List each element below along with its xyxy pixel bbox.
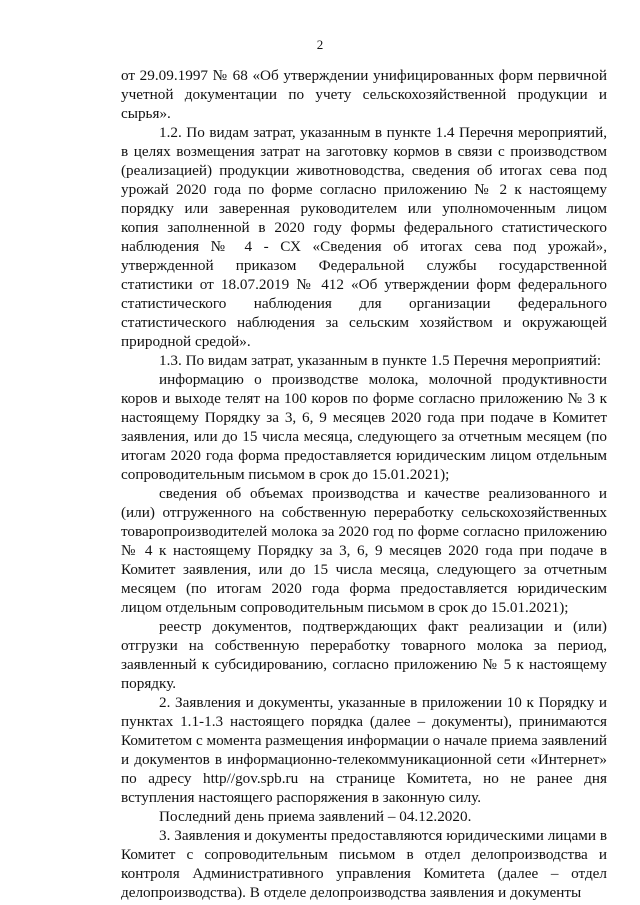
- paragraph-3: 3. Заявления и документы предоставляются юридическими лицами в Комитет с сопроводительным письмом в отдел делопроизводства и контроля Административного управления Комитета (далее – отдел делопроизводства). В отделе делопроизводства заявления и документы: [121, 827, 607, 901]
- document-body: [121, 66, 607, 902]
- paragraph-1-2: 1.2. По видам затрат, указанным в пункте 1.4 Перечня мероприятий, в целях возмещения затрат на заготовку кормов в связи с производством (реализацией) продукции животноводства, сведения об итогах сева под урожай 2020 года по форме согласно приложению № 2 к настоящему порядку или заверенная руководителем или уполномоченным лицом копия заполненной в 2020 году формы федерального статистического наблюдения № 4 - СХ «Сведения об итогах сева под урожай», утвержденной приказом Федеральной службы государственной статистики от 18.07.2019 № 412 «Об утверждении форм федерального статистического наблюдения для организации федерального статистического наблюдения за сельским хозяйством и окружающей природной средой».: [121, 124, 607, 350]
- paragraph-last-day: Последний день приема заявлений – 04.12.2020.: [159, 808, 472, 825]
- page-number: 2: [316, 37, 324, 52]
- paragraph-order-reference: от 29.09.1997 № 68 «Об утверждении унифицированных форм первичной учетной документации по учету сельскохозяйственной продукции и сырья».: [121, 67, 607, 122]
- paragraph-milk-production: информацию о производстве молока, молочной продуктивности коров и выходе телят на 100 коров по форме согласно приложению № 3 к настоящему Порядку за 3, 6, 9 месяцев 2020 года при подаче в Комитет заявления, или до 15 числа месяца, следующего за отчетным месяцем (по итогам 2020 года форма предоставляется юридическим лицом отдельным сопроводительным письмом в срок до 15.01.2021);: [121, 371, 607, 483]
- paragraph-2: 2. Заявления и документы, указанные в приложении 10 к Порядку и пунктах 1.1-1.3 настоящего порядка (далее – документы), принимаются Комитетом с момента размещения информации о начале приема заявлений и документов в информационно-телекоммуникационной сети «Интернет» по адресу http//gov.spb.ru на странице Комитета, но не ранее дня вступления настоящего распоряжения в законную силу.: [121, 694, 607, 806]
- paragraph-1-3: 1.3. По видам затрат, указанным в пункте 1.5 Перечня мероприятий:: [159, 352, 602, 369]
- paragraph-milk-volume: сведения об объемах производства и качестве реализованного и (или) отгруженного на собственную переработку сельскохозяйственных товаропроизводителей молока за 2020 год по форме согласно приложению № 4 к настоящему Порядку за 3, 6, 9 месяцев 2020 года при подаче в Комитет заявления, или до 15 числа месяца, следующего за отчетным месяцем (по итогам 2020 года форма предоставляется юридическим лицом отдельным сопроводительным письмом в срок до 15.01.2021);: [121, 485, 607, 616]
- paragraph-document-registry: реестр документов, подтверждающих факт реализации и (или) отгрузки на собственную переработку товарного молока за период, заявленный к субсидированию, согласно приложению № 5 к настоящему порядку.: [121, 618, 607, 692]
